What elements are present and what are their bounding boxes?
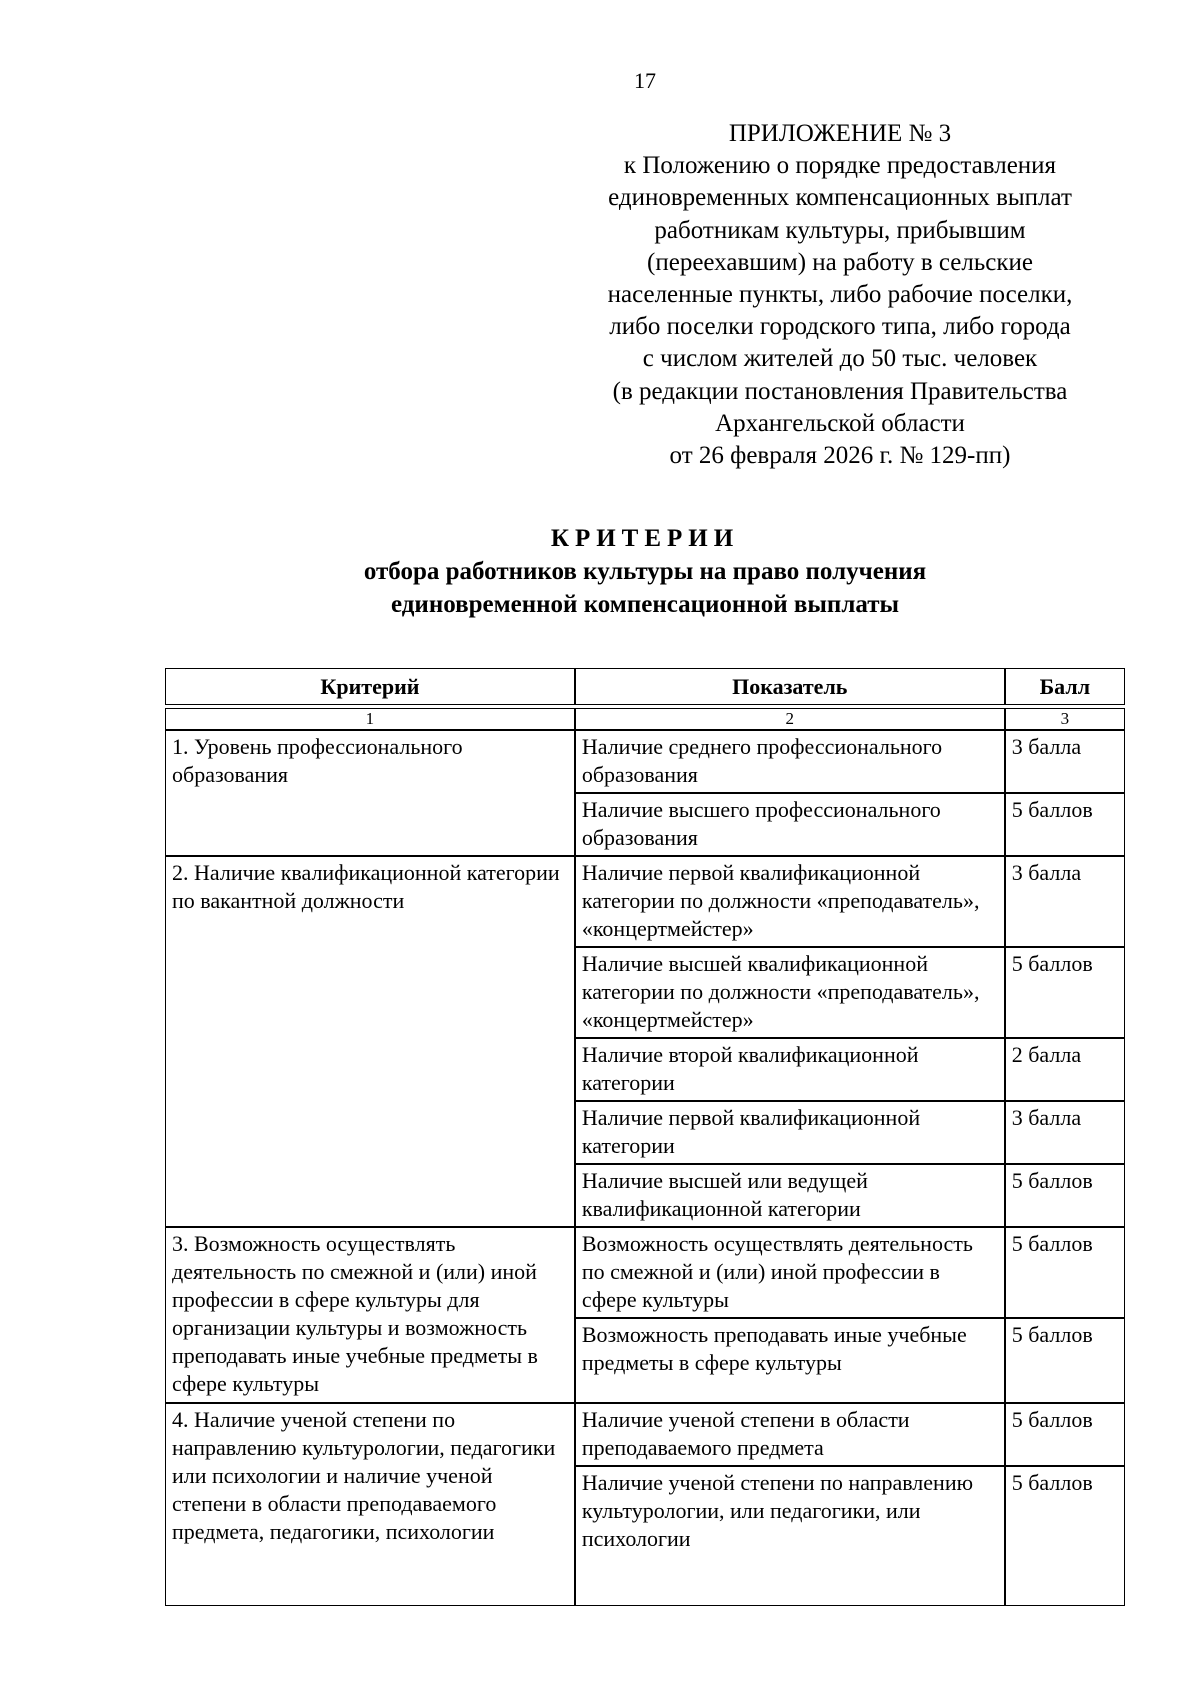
indicator-cell: Возможность преподавать иные учебные предметы в сфере культуры: [575, 1318, 1005, 1403]
annex-title: ПРИЛОЖЕНИЕ № 3: [728, 120, 952, 147]
indicator-cell: Наличие ученой степени в области преподаваемого предмета: [575, 1403, 1005, 1466]
heading-subtitle: отбора работников культуры на право получения: [363, 558, 927, 585]
annex-line: (в редакции постановления Правительства: [612, 377, 1068, 405]
score-cell: 5 баллов: [1005, 1164, 1125, 1227]
criterion-cell: 4. Наличие ученой степени по направлению культурологии, педагогики или психологии и наличие ученой степени в области преподаваемого предмета, педагогики, психологии: [165, 1403, 575, 1606]
page-number: 17: [634, 68, 656, 93]
score-cell: 5 баллов: [1005, 1403, 1125, 1466]
score-cell: 5 баллов: [1005, 1466, 1125, 1606]
indicator-cell: Наличие ученой степени по направлению культурологии, или педагогики, или психологии: [575, 1466, 1005, 1606]
annex-line: единовременных компенсационных выплат: [608, 184, 1072, 212]
annex-line: Архангельской области: [715, 409, 965, 437]
table-row: [165, 1403, 1125, 1466]
annex-line: (переехавшим) на работу в сельские: [647, 248, 1033, 276]
annex-line: населенные пункты, либо рабочие поселки,: [607, 281, 1073, 309]
score-cell: 3 балла: [1005, 1101, 1125, 1164]
annex-line: работникам культуры, прибывшим: [654, 216, 1026, 244]
score-cell: 3 балла: [1005, 730, 1125, 793]
score-cell: 5 баллов: [1005, 1227, 1125, 1318]
score-cell: 5 баллов: [1005, 947, 1125, 1038]
criterion-cell: 2. Наличие квалификационной категории по вакантной должности: [165, 856, 575, 1227]
score-cell: 5 баллов: [1005, 1318, 1125, 1403]
annex-block: [560, 118, 1120, 472]
score-cell: 3 балла: [1005, 856, 1125, 947]
header-criterion: Критерий: [165, 668, 575, 705]
indicator-cell: Наличие первой квалификационной категории по должности «преподаватель», «концертмейстер»: [575, 856, 1005, 947]
criteria-table: [165, 668, 1125, 1606]
table-row: [165, 856, 1125, 947]
criterion-cell: 1. Уровень профессионального образования: [165, 730, 575, 856]
score-cell: 2 балла: [1005, 1038, 1125, 1101]
criterion-cell: 3. Возможность осуществлять деятельность по смежной и (или) иной профессии в сфере культуры для организации культуры и возможность преподавать иные учебные предметы в сфере культуры: [165, 1227, 575, 1403]
annex-line: с числом жителей до 50 тыс. человек: [642, 345, 1038, 373]
table-row: [165, 1227, 1125, 1318]
heading-subtitle: единовременной компенсационной выплаты: [391, 591, 899, 618]
indicator-cell: Наличие второй квалификационной категории: [575, 1038, 1005, 1101]
header-score: Балл: [1005, 668, 1125, 705]
annex-line: к Положению о порядке предоставления: [623, 152, 1057, 180]
table-row: [165, 730, 1125, 793]
heading-title: КРИТЕРИИ: [550, 525, 740, 552]
header-indicator: Показатель: [575, 668, 1005, 705]
column-number: 2: [575, 708, 1005, 730]
indicator-cell: Наличие среднего профессионального образования: [575, 730, 1005, 793]
score-cell: 5 баллов: [1005, 793, 1125, 856]
indicator-cell: Наличие высшей квалификационной категории по должности «преподаватель», «концертмейстер»: [575, 947, 1005, 1038]
indicator-cell: Наличие высшей или ведущей квалификационной категории: [575, 1164, 1005, 1227]
column-number: 1: [165, 708, 575, 730]
column-numbers-row: [165, 708, 1125, 730]
column-number: 3: [1005, 708, 1125, 730]
table-header-row: [165, 668, 1125, 705]
indicator-cell: Возможность осуществлять деятельность по смежной и (или) иной профессии в сфере культуры: [575, 1227, 1005, 1318]
document-heading: [0, 522, 1200, 621]
indicator-cell: Наличие первой квалификационной категории: [575, 1101, 1005, 1164]
indicator-cell: Наличие высшего профессионального образования: [575, 793, 1005, 856]
annex-line: либо поселки городского типа, либо города: [609, 313, 1071, 341]
annex-line: от 26 февраля 2026 г. № 129-пп): [669, 442, 1011, 470]
